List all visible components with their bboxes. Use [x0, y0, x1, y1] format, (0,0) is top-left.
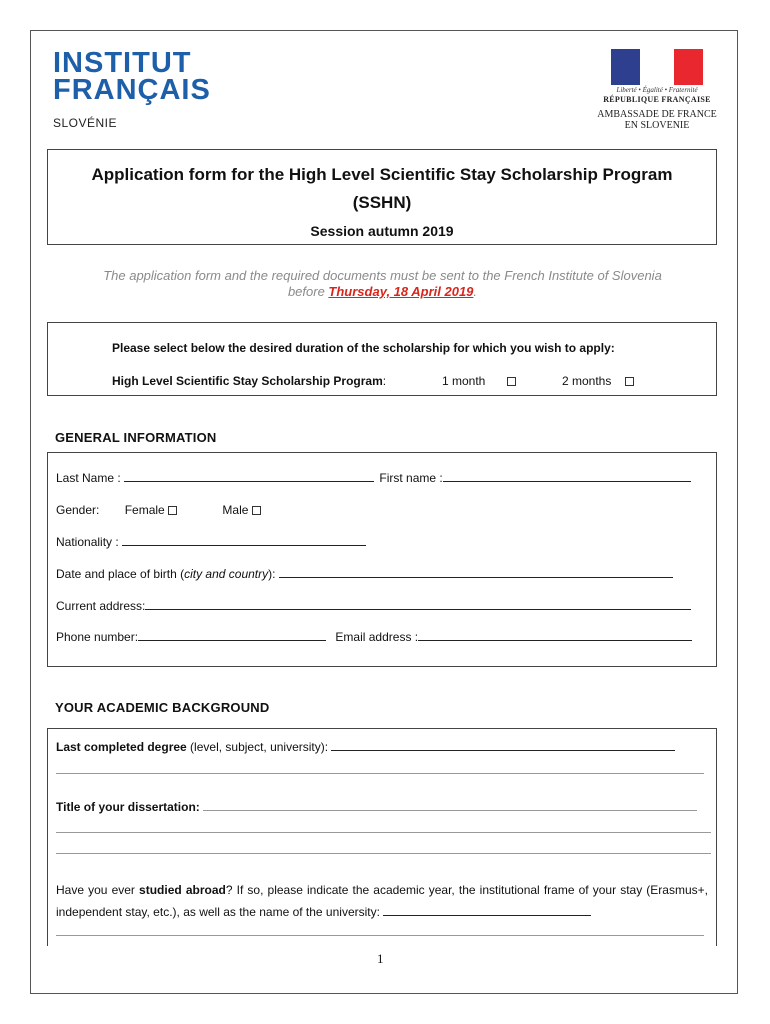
abroad-text-2: ? If so, please indicate the academic year, the institutional frame of your stay (Erasmus+, independent stay, etc.), as well as the name of the university:	[56, 883, 708, 919]
duration-box	[47, 322, 717, 396]
duration-row: High Level Scientific Stay Scholarship Program: 1 month 2 months	[112, 374, 672, 388]
birth-field[interactable]	[279, 567, 673, 578]
email-field[interactable]	[418, 630, 692, 641]
birth-label-suffix: ):	[268, 567, 276, 581]
checkbox-2-months[interactable]	[625, 377, 634, 386]
gender-female[interactable]	[125, 503, 177, 517]
degree-label: Last completed degree	[56, 740, 187, 754]
rf-motto: Liberté • Égalité • Fraternité	[616, 86, 698, 94]
institut-francais-logo	[53, 47, 211, 106]
nationality-field[interactable]	[122, 535, 366, 546]
session-label: Session autumn 2019	[310, 223, 454, 239]
gender-male[interactable]	[222, 503, 260, 517]
nationality-label: Nationality :	[56, 535, 119, 549]
general-info-heading: GENERAL INFORMATION	[55, 430, 217, 445]
degree-field-line-2[interactable]	[56, 773, 704, 774]
last-name-row	[56, 471, 691, 485]
nationality-row	[56, 535, 366, 549]
degree-label-rest: (level, subject, university):	[186, 740, 329, 754]
program-label: High Level Scientific Stay Scholarship Program	[112, 374, 383, 388]
address-field[interactable]	[145, 599, 691, 610]
checkbox-1-month[interactable]	[507, 377, 516, 386]
page-number: 1	[377, 951, 384, 966]
first-name-label: First name :	[379, 471, 443, 485]
dissertation-row	[56, 800, 697, 814]
option-2-label: 2 months	[562, 374, 612, 388]
male-checkbox[interactable]	[252, 506, 261, 515]
duration-question: Please select below the desired duration of the scholarship for which you wish to apply:	[112, 341, 615, 355]
dissertation-label: Title of your dissertation:	[56, 800, 200, 814]
studied-abroad-question	[56, 879, 708, 923]
rf-republic: RÉPUBLIQUE FRANÇAISE	[603, 95, 711, 104]
notice-end: .	[473, 284, 478, 299]
birth-label-italic: city and country	[184, 567, 269, 581]
abroad-field-line-2[interactable]	[56, 935, 704, 936]
option-2-months[interactable]	[562, 374, 634, 388]
abroad-text-bold: studied abroad	[139, 883, 226, 897]
address-label: Current address:	[56, 599, 146, 613]
form-title: Application form for the High Level Scientific Stay Scholarship Program (SSHN)	[91, 165, 673, 212]
email-label: Email address :	[335, 630, 419, 644]
gender-label: Gender:	[56, 503, 100, 517]
female-checkbox[interactable]	[168, 506, 177, 515]
embassy-line-2: EN SLOVENIE	[624, 120, 690, 131]
dissertation-field[interactable]	[203, 800, 697, 811]
gender-row	[56, 503, 261, 517]
last-name-label: Last Name :	[56, 471, 121, 485]
deadline-date: Thursday, 18 April 2019	[328, 284, 474, 299]
last-name-field[interactable]	[124, 471, 374, 482]
logo-subtitle: SLOVÉNIE	[53, 116, 118, 130]
abroad-field[interactable]	[383, 905, 591, 916]
general-info-box	[47, 452, 717, 667]
contact-row	[56, 630, 692, 644]
academic-heading: YOUR ACADEMIC BACKGROUND	[55, 700, 270, 715]
address-row	[56, 599, 691, 613]
phone-label: Phone number:	[56, 630, 139, 644]
dissertation-field-line-2[interactable]	[56, 832, 711, 833]
abroad-text-1: Have you ever	[56, 883, 140, 897]
academic-box	[47, 728, 717, 946]
embassy-line-1: AMBASSADE DE FRANCE	[597, 109, 717, 120]
degree-field[interactable]	[331, 740, 675, 751]
embassy-name	[590, 109, 724, 131]
male-label: Male	[222, 503, 249, 517]
option-1-month[interactable]	[442, 374, 516, 388]
title-box	[47, 149, 717, 245]
birth-label-prefix: Date and place of birth (	[56, 567, 185, 581]
submission-notice	[100, 268, 665, 300]
phone-field[interactable]	[138, 630, 326, 641]
logo-line-2: FRANÇAIS	[53, 74, 211, 106]
logo-line-1: INSTITUT	[53, 47, 192, 79]
female-label: Female	[124, 503, 165, 517]
degree-row	[56, 740, 675, 754]
republique-francaise-logo	[611, 49, 703, 85]
birth-row	[56, 567, 673, 581]
option-1-label: 1 month	[442, 374, 486, 388]
dissertation-field-line-3[interactable]	[56, 853, 711, 854]
first-name-field[interactable]	[443, 471, 691, 482]
notice-text: The application form and the required documents must be sent to the French Institute of Slovenia before	[103, 268, 662, 299]
